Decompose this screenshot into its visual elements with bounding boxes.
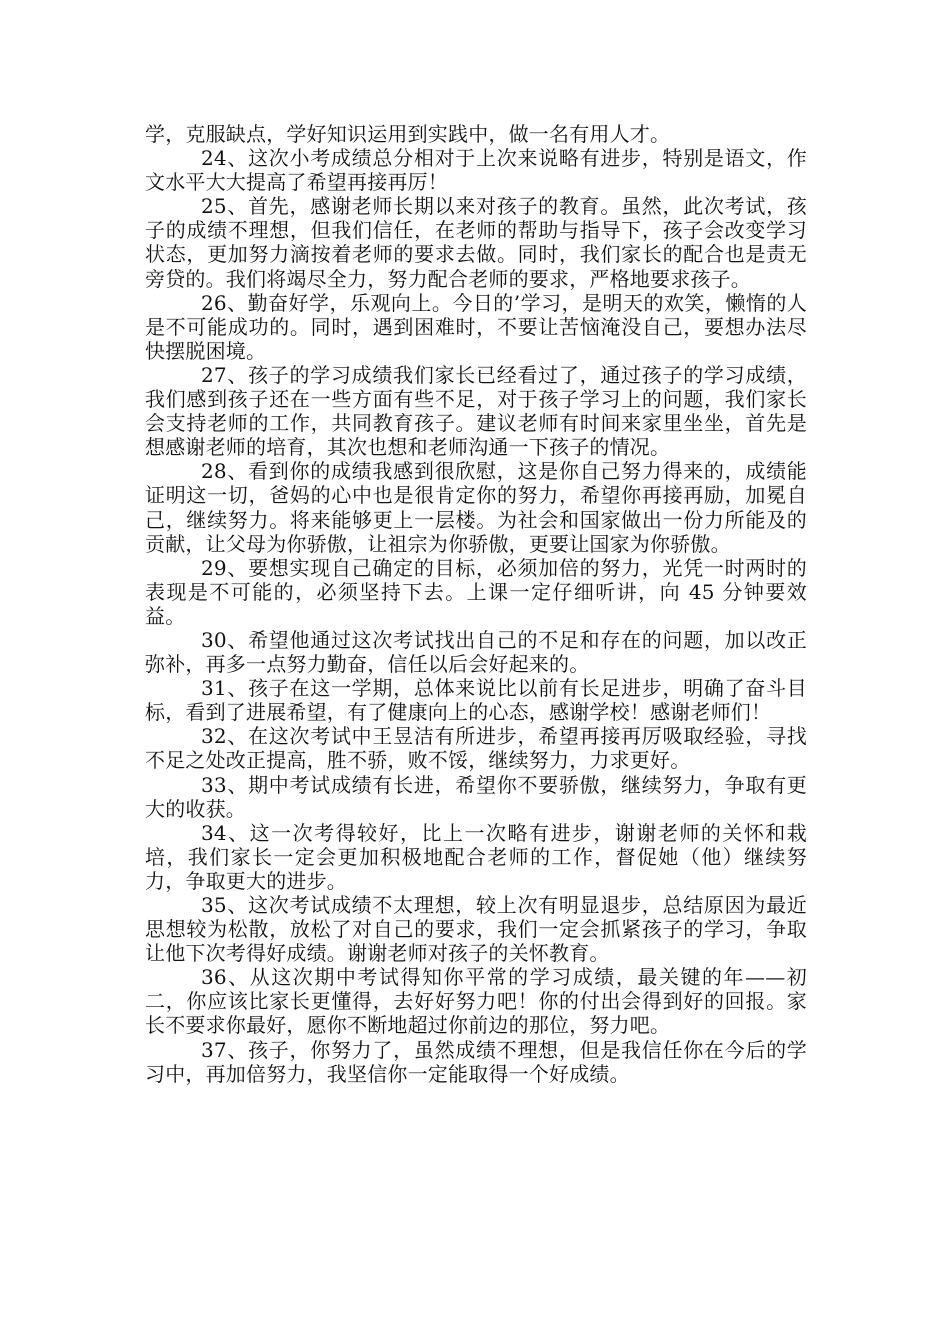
paragraph-24: 24、这次小考成绩总分相对于上次来说略有进步，特别是语文，作文水平大大提高了希望再接再厉！ (145, 146, 807, 195)
paragraph-35: 35、这次考试成绩不太理想，较上次有明显退步，总结原因为最近思想较为松散，放松了对自己的要求，我们一定会抓紧孩子的学习，争取让他下次考得好成绩。谢谢老师对孩子的关怀教育。 (145, 893, 807, 966)
paragraph-37: 37、孩子，你努力了，虽然成绩不理想，但是我信任你在今后的学习中，再加倍努力，我坚信你一定能取得一个好成绩。 (145, 1037, 807, 1086)
paragraph-30: 30、希望他通过这次考试找出自己的不足和存在的问题，加以改正弥补，再多一点努力勤奋，信任以后会好起来的。 (145, 627, 807, 677)
paragraph-continuation: 学，克服缺点，学好知识运用到实践中，做一名有用人才。 (145, 122, 671, 146)
paragraph-31: 31、孩子在这一学期，总体来说比以前有长足进步，明确了奋斗目标，看到了进展希望，有了健康向上的心态，感谢学校！感谢老师们！ (145, 676, 807, 725)
paragraph-26: 26、勤奋好学，乐观向上。今日的’学习，是明天的欢笑，懒惰的人是不可能成功的。同时，遇到困难时，不要让苦恼淹没自己，要想办法尽快摆脱困境。 (145, 290, 807, 363)
paragraph-25: 25、首先，感谢老师长期以来对孩子的教育。虽然，此次考试，孩子的成绩不理想，但我们信任，在老师的帮助与指导下，孩子会改变学习状态，更加努力滴按着老师的要求去做。同时，我们家长的配合也是责无旁贷的。我们将竭尽全力，努力配合老师的要求，严格地要求孩子。 (145, 194, 807, 291)
paragraph-27: 27、孩子的学习成绩我们家长已经看过了，通过孩子的学习成绩，我们感到孩子还在一些方面有些不足，对于孩子学习上的问题，我们家长会支持老师的工作，共同教育孩子。建议老师有时间来家里坐坐，首先是想感谢老师的培育，其次也想和老师沟通一下孩子的情况。 (145, 362, 807, 460)
paragraph-32: 32、在这次考试中王昱洁有所进步，希望再接再厉吸取经验，寻找不足之处改正提高，胜不骄，败不馁，继续努力，力求更好。 (145, 724, 807, 773)
document-body (145, 122, 807, 1086)
paragraph-29: 29、要想实现自己确定的目标，必须加倍的努力，光凭一时两时的表现是不可能的，必须坚持下去。上课一定仔细听讲，向 45 分钟要效益。 (145, 555, 807, 628)
paragraph-34: 34、这一次考得较好，比上一次略有进步，谢谢老师的关怀和栽培，我们家长一定会更加积极地配合老师的工作，督促她（他）继续努力，争取更大的进步。 (145, 820, 807, 893)
paragraph-36: 36、从这次期中考试得知你平常的学习成绩，最关键的年——初二，你应该比家长更懂得，去好好努力吧！你的付出会得到好的回报。家长不要求你最好，愿你不断地超过你前边的那位，努力吧。 (145, 965, 807, 1038)
paragraph-28: 28、看到你的成绩我感到很欣慰，这是你自己努力得来的，成绩能证明这一切，爸妈的心中也是很肯定你的努力，希望你再接再励，加冕自己，继续努力。将来能够更上一层楼。为社会和国家做出一份力所能及的贡献，让父母为你骄傲，让祖宗为你骄傲，更要让国家为你骄傲。 (145, 459, 807, 556)
paragraph-33: 33、期中考试成绩有长进，希望你不要骄傲，继续努力，争取有更大的收获。 (145, 772, 807, 821)
